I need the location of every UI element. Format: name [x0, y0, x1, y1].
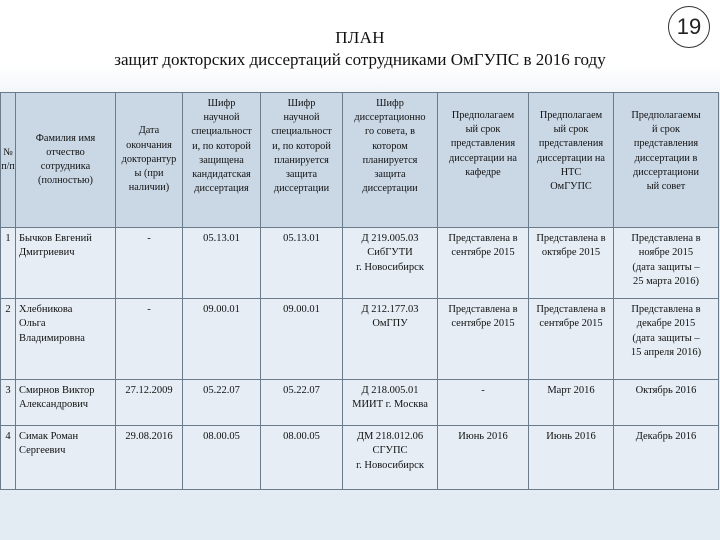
header-doct-date: Дата окончания докторантур ы (при наличии) [116, 93, 183, 228]
header-council: Шифр диссертационно го совета, в котором планируется защита диссертации [343, 93, 438, 228]
row-dept-term: Представлена в сентябре 2015 [438, 228, 529, 299]
row-spec-doct: 09.00.01 [261, 299, 343, 380]
row-spec-cand: 05.13.01 [183, 228, 261, 299]
defense-plan-table [0, 92, 719, 490]
row-name: Симак Роман Сергеевич [16, 426, 116, 490]
row-num: 1 [1, 228, 16, 299]
row-spec-cand: 08.00.05 [183, 426, 261, 490]
row-doct-date: - [116, 228, 183, 299]
row-spec-doct: 05.13.01 [261, 228, 343, 299]
row-spec-doct: 08.00.05 [261, 426, 343, 490]
table-row [1, 426, 719, 490]
header-row [1, 93, 719, 228]
row-name: Смирнов Виктор Александрович [16, 380, 116, 426]
row-spec-doct: 05.22.07 [261, 380, 343, 426]
table-row [1, 299, 719, 380]
row-council-term: Декабрь 2016 [614, 426, 719, 490]
header-nts-term: Предполагаем ый срок представления диссертации на НТС ОмГУПС [529, 93, 614, 228]
document-subtitle: защит докторских диссертаций сотрудниками ОмГУПС в 2016 году [114, 50, 606, 69]
row-name: Бычков Евгений Дмитриевич [16, 228, 116, 299]
row-dept-term: Представлена в сентябре 2015 [438, 299, 529, 380]
row-council: Д 219.005.03 СибГУТИ г. Новосибирск [343, 228, 438, 299]
header-spec-cand: Шифр научной специальност и, по которой защищена кандидатская диссертация [183, 93, 261, 228]
row-name: Хлебникова Ольга Владимировна [16, 299, 116, 380]
row-nts-term: Июнь 2016 [529, 426, 614, 490]
row-doct-date: - [116, 299, 183, 380]
header-council-term: Предполагаемы й срок представления диссертации в диссертациони ый совет [614, 93, 719, 228]
row-nts-term: Представлена в октябре 2015 [529, 228, 614, 299]
row-doct-date: 29.08.2016 [116, 426, 183, 490]
row-spec-cand: 05.22.07 [183, 380, 261, 426]
table-row [1, 380, 719, 426]
row-nts-term: Март 2016 [529, 380, 614, 426]
row-council: Д 212.177.03 ОмГПУ [343, 299, 438, 380]
row-num: 4 [1, 426, 16, 490]
row-spec-cand: 09.00.01 [183, 299, 261, 380]
row-nts-term: Представлена в сентябре 2015 [529, 299, 614, 380]
row-dept-term: - [438, 380, 529, 426]
row-num: 2 [1, 299, 16, 380]
row-council-term: Представлена в ноябре 2015 (дата защиты – 25 марта 2016) [614, 228, 719, 299]
row-dept-term: Июнь 2016 [438, 426, 529, 490]
header-spec-doct: Шифр научной специальност и, по которой планируется защита диссертации [261, 93, 343, 228]
row-council-term: Представлена в декабре 2015 (дата защиты – 15 апреля 2016) [614, 299, 719, 380]
row-doct-date: 27.12.2009 [116, 380, 183, 426]
table-row [1, 228, 719, 299]
header-dept-term: Предполагаем ый срок представления диссертации на кафедре [438, 93, 529, 228]
page-number-badge: 19 [668, 6, 710, 48]
row-council: ДМ 218.012.06 СГУПС г. Новосибирск [343, 426, 438, 490]
header-num: № п/п [1, 93, 16, 228]
row-council: Д 218.005.01 МИИТ г. Москва [343, 380, 438, 426]
document-title: ПЛАН [335, 28, 385, 47]
row-num: 3 [1, 380, 16, 426]
header-name: Фамилия имя отчество сотрудника (полностью) [16, 93, 116, 228]
row-council-term: Октябрь 2016 [614, 380, 719, 426]
